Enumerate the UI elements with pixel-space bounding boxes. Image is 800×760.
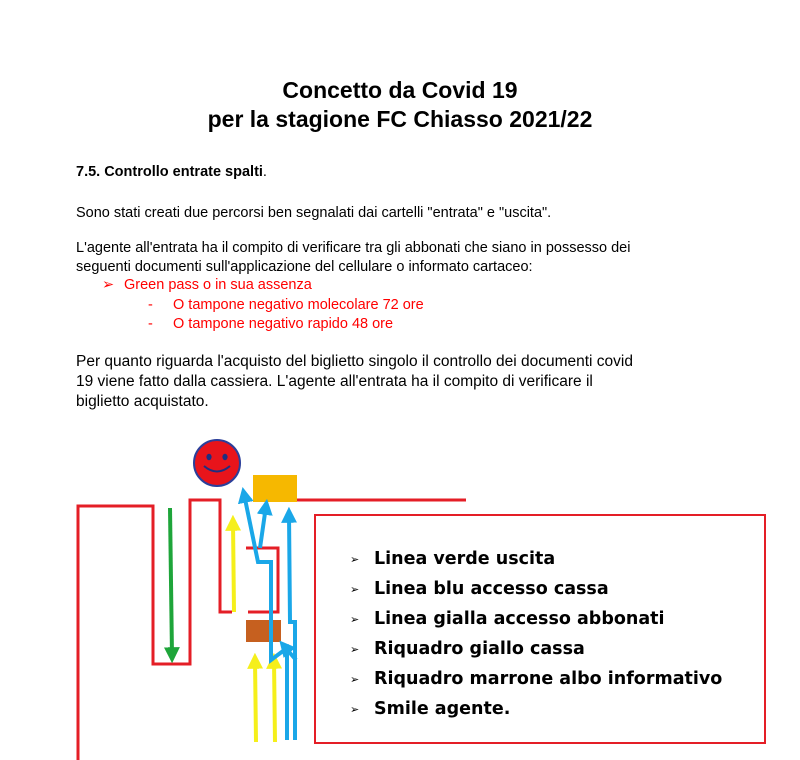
single-ticket-line-2: 19 viene fatto dalla cassiera. L'agente all'entrata ha il compito di verificare il bbox=[76, 373, 593, 390]
legend-item bbox=[350, 574, 722, 604]
legend-list bbox=[350, 544, 722, 724]
blue-arrow bbox=[244, 494, 287, 740]
arrow-bullet-icon: ➢ bbox=[350, 703, 360, 716]
wall-segment bbox=[78, 500, 232, 760]
arrow-bullet-icon: ➢ bbox=[350, 553, 360, 566]
info-board-box bbox=[246, 620, 281, 642]
agent-check-line-1: L'agente all'entrata ha il compito di verificare tra gli abbonati che siano in possesso dei bbox=[76, 240, 631, 256]
legend-item-text: Linea gialla accesso abbonati bbox=[374, 609, 665, 629]
requirement-sub-text: O tampone negativo rapido 48 ore bbox=[173, 316, 394, 332]
arrow-bullet-icon: ➢ bbox=[350, 673, 360, 686]
legend-box bbox=[314, 514, 766, 744]
legend-item bbox=[350, 634, 722, 664]
legend-item-text: Riquadro giallo cassa bbox=[374, 639, 585, 659]
legend-item-text: Smile agente. bbox=[374, 699, 511, 719]
agent-check-line-2: seguenti documenti sull'applicazione del cellulare o informato cartaceo: bbox=[76, 259, 533, 275]
legend-item-text: Riquadro marrone albo informativo bbox=[374, 669, 723, 689]
single-ticket-line-3: biglietto acquistato. bbox=[76, 393, 209, 410]
arrow-bullet-icon: ➢ bbox=[350, 643, 360, 656]
single-ticket-line-1: Per quanto riguarda l'acquisto del biglietto singolo il controllo dei documenti covid bbox=[76, 353, 633, 370]
arrow-bullet-icon: ➢ bbox=[102, 277, 115, 293]
wall-segment bbox=[246, 548, 278, 612]
legend-item bbox=[350, 604, 722, 634]
legend-item bbox=[350, 694, 722, 724]
requirement-main-text: Green pass o in sua assenza bbox=[124, 277, 312, 293]
section-heading-title: 7.5. Controllo entrate spalti bbox=[76, 164, 263, 180]
yellow-arrow bbox=[255, 660, 256, 742]
routes-paragraph: Sono stati creati due percorsi ben segnalati dai cartelli "entrata" e "uscita". bbox=[76, 205, 552, 221]
ticket-blue-arrows bbox=[244, 494, 296, 740]
dash-bullet-icon: - bbox=[148, 297, 153, 313]
cash-desk-box bbox=[253, 475, 297, 502]
yellow-arrow bbox=[274, 660, 275, 742]
legend-item-text: Linea verde uscita bbox=[374, 549, 556, 569]
legend-item bbox=[350, 664, 722, 694]
blue-arrow bbox=[289, 514, 295, 740]
legend-item-text: Linea blu accesso cassa bbox=[374, 579, 609, 599]
dash-bullet-icon: - bbox=[148, 316, 153, 332]
section-heading-period: . bbox=[262, 164, 267, 180]
requirement-sub-text: O tampone negativo molecolare 72 ore bbox=[173, 297, 424, 313]
agent-smile-icon bbox=[194, 440, 240, 486]
legend-item bbox=[350, 544, 722, 574]
exit-green-arrow bbox=[170, 508, 172, 656]
arrow-bullet-icon: ➢ bbox=[350, 583, 360, 596]
page-title-line-1: Concetto da Covid 19 bbox=[282, 77, 518, 103]
page-title-line-2: per la stagione FC Chiasso 2021/22 bbox=[207, 106, 593, 132]
blue-arrow bbox=[260, 506, 266, 548]
arrow-bullet-icon: ➢ bbox=[350, 613, 360, 626]
yellow-arrow bbox=[233, 522, 234, 612]
